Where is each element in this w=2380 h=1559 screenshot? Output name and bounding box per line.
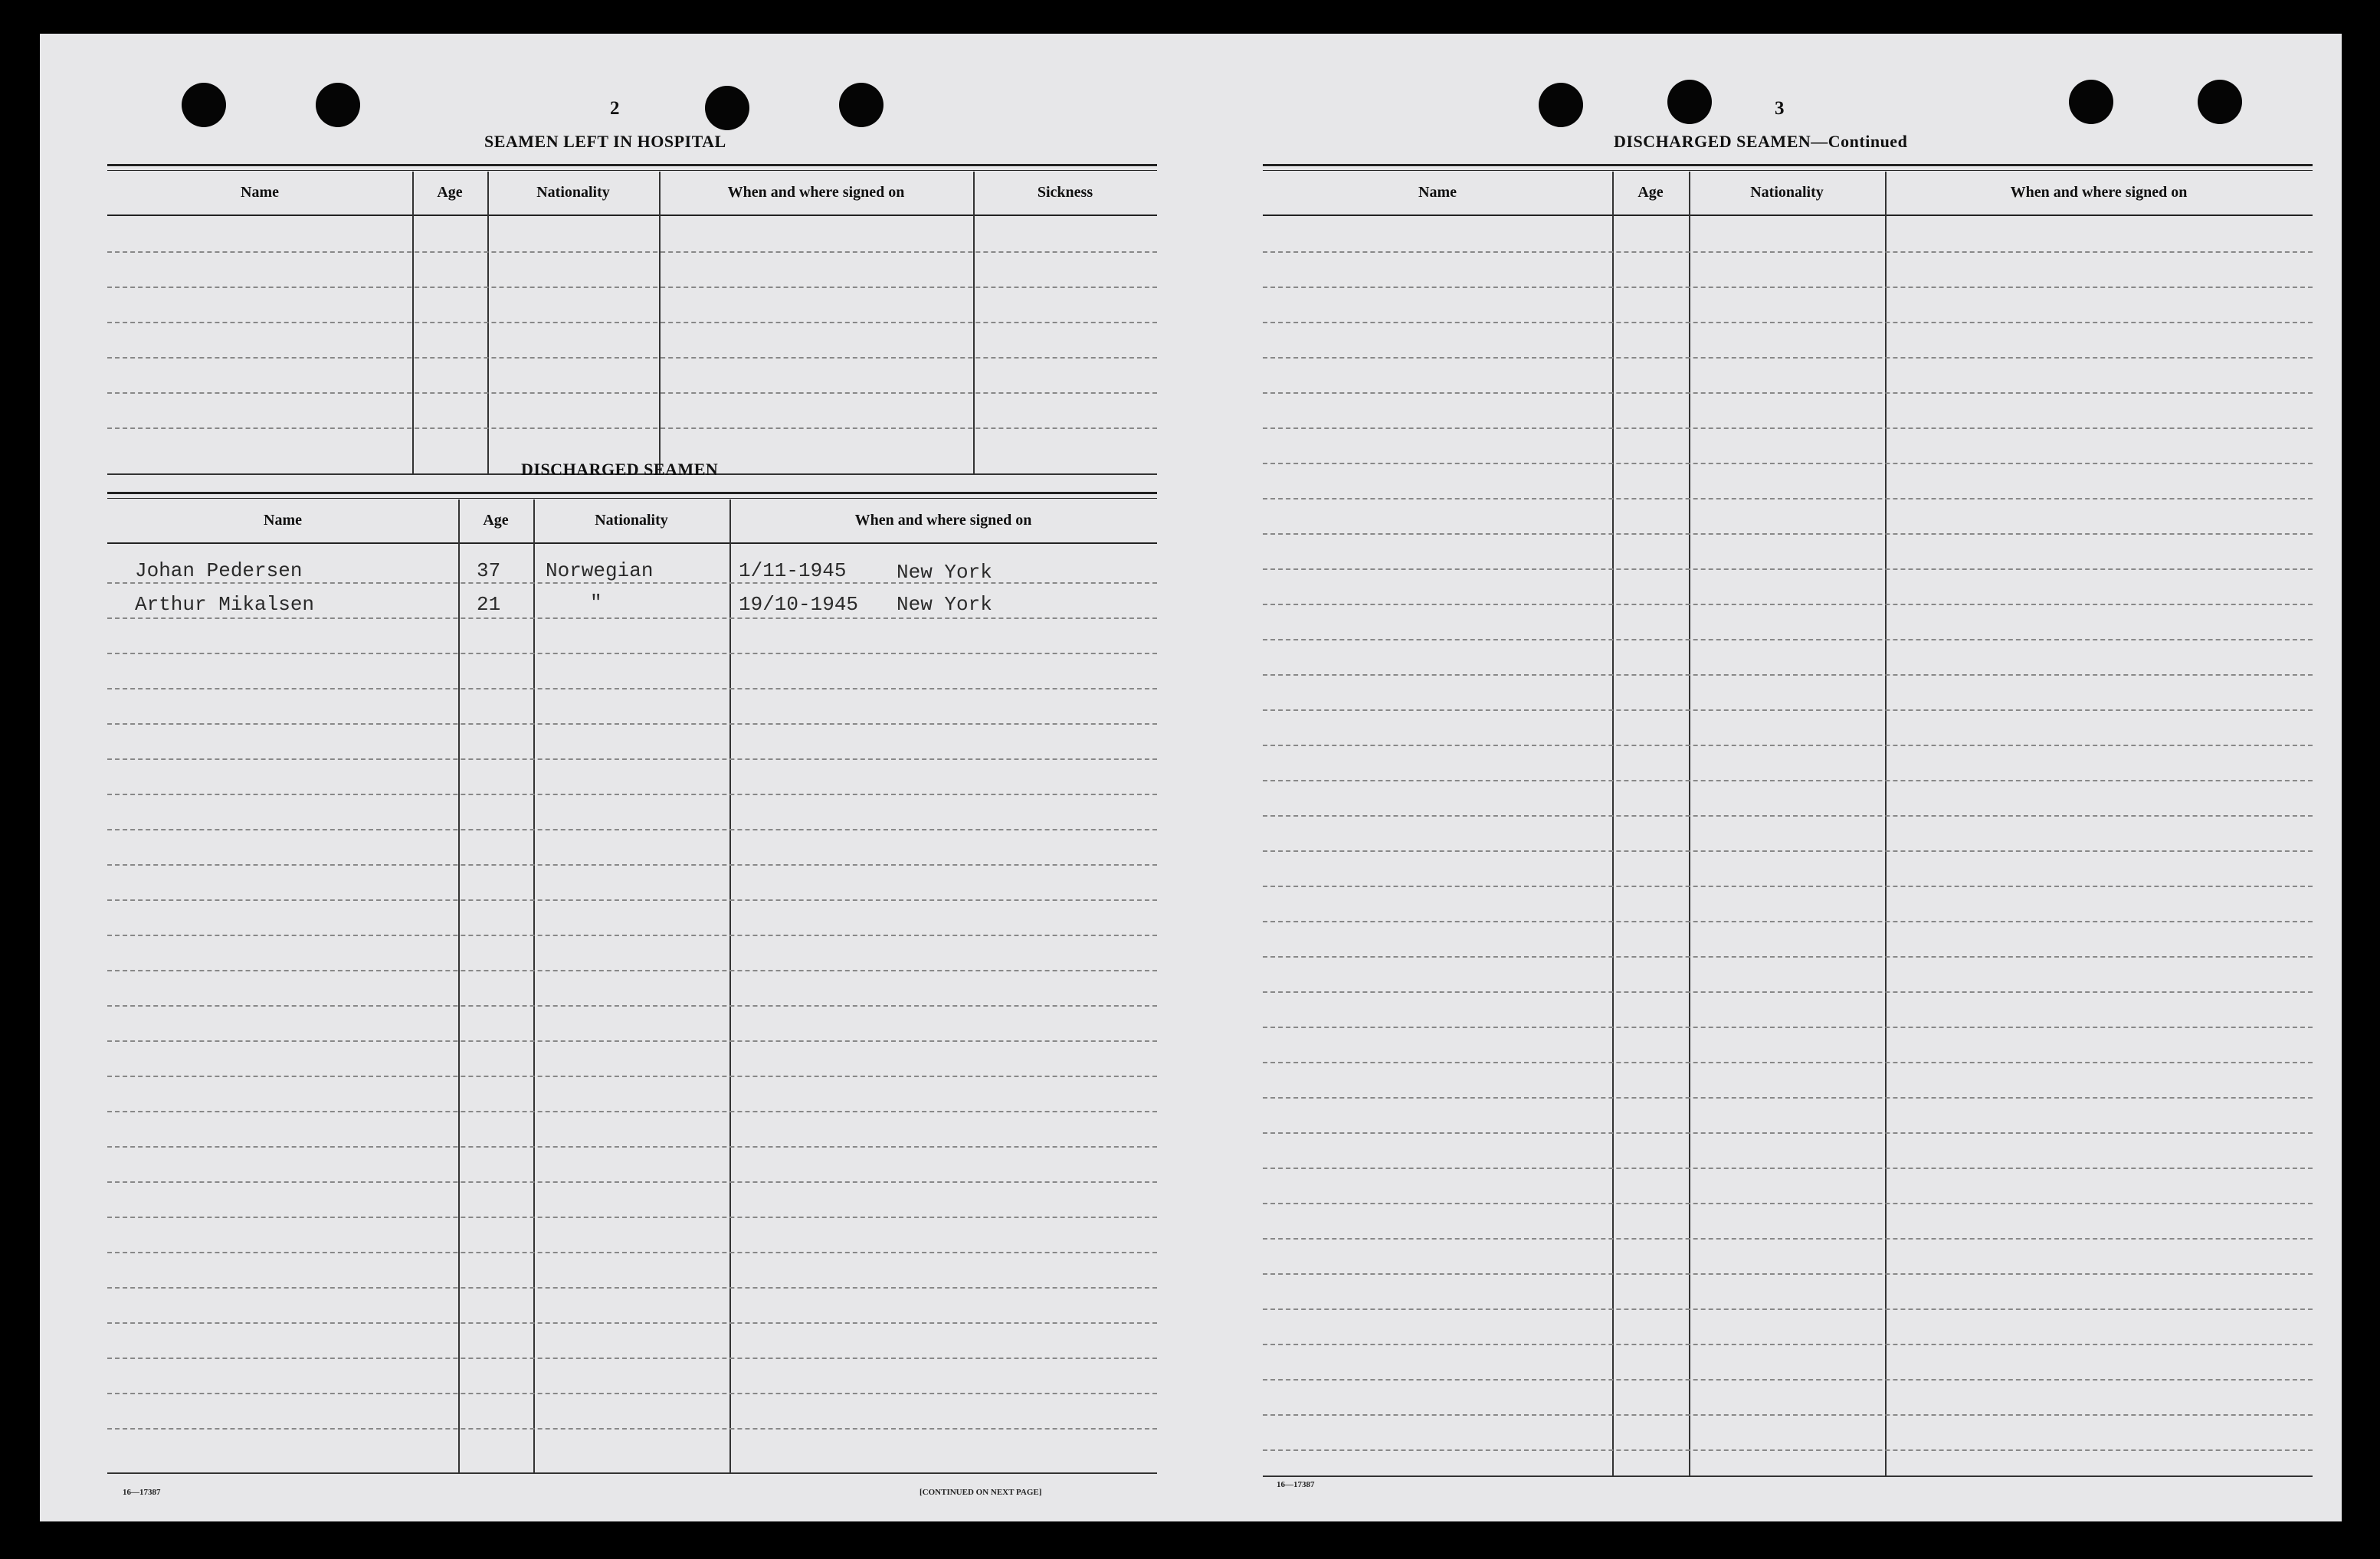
punch-hole [839, 83, 883, 127]
cont-header-nationality: Nationality [1750, 184, 1824, 201]
hospital-table [107, 164, 1157, 478]
row1-name: Johan Pedersen [135, 559, 303, 582]
continued-note: [CONTINUED ON NEXT PAGE] [920, 1488, 1042, 1497]
page-number-left: 2 [610, 98, 620, 119]
punch-hole [705, 86, 749, 130]
discharged-header-age: Age [483, 512, 509, 529]
row2-place: New York [897, 593, 992, 616]
punch-hole [2069, 80, 2113, 124]
form-number-left: 16—17387 [123, 1488, 161, 1497]
discharged-section-title: DISCHARGED SEAMEN [521, 460, 719, 479]
discharged-table [107, 492, 1157, 1480]
right-section-title [1614, 132, 1907, 152]
punch-hole [316, 83, 360, 127]
document-sheet [40, 34, 2342, 1521]
hospital-header-sickness: Sickness [1037, 184, 1093, 201]
discharged-header-name: Name [264, 512, 302, 529]
hospital-header-age: Age [437, 184, 463, 201]
discharged-header-nationality: Nationality [595, 512, 668, 529]
discharged-header-signed-on: When and where signed on [854, 512, 1032, 529]
row2-name: Arthur Mikalsen [135, 593, 315, 616]
hospital-header-name: Name [241, 184, 279, 201]
discharged-continued-table [1263, 164, 2313, 1482]
hospital-section-title: SEAMEN LEFT IN HOSPITAL [484, 132, 726, 151]
row1-nationality: Norwegian [546, 559, 654, 582]
punch-hole [1539, 83, 1583, 127]
row1-place: New York [897, 561, 992, 584]
cont-header-name: Name [1418, 184, 1457, 201]
punch-hole [1667, 80, 1712, 124]
row1-date: 1/11-1945 [739, 559, 847, 582]
row1-age: 37 [477, 559, 501, 582]
hospital-header-signed-on: When and where signed on [727, 184, 905, 201]
punch-hole [2198, 80, 2242, 124]
row2-nationality: " [590, 591, 602, 614]
cont-header-signed-on: When and where signed on [2010, 184, 2188, 201]
hospital-header-nationality: Nationality [536, 184, 610, 201]
row2-date: 19/10-1945 [739, 593, 859, 616]
form-number-right: 16—17387 [1277, 1480, 1315, 1489]
punch-hole [182, 83, 226, 127]
row2-age: 21 [477, 593, 501, 616]
page-number-right: 3 [1775, 98, 1785, 119]
cont-header-age: Age [1637, 184, 1664, 201]
right-title-main: DISCHARGED SEAMEN [1614, 132, 1811, 151]
right-title-continued: —Continued [1811, 132, 1908, 151]
